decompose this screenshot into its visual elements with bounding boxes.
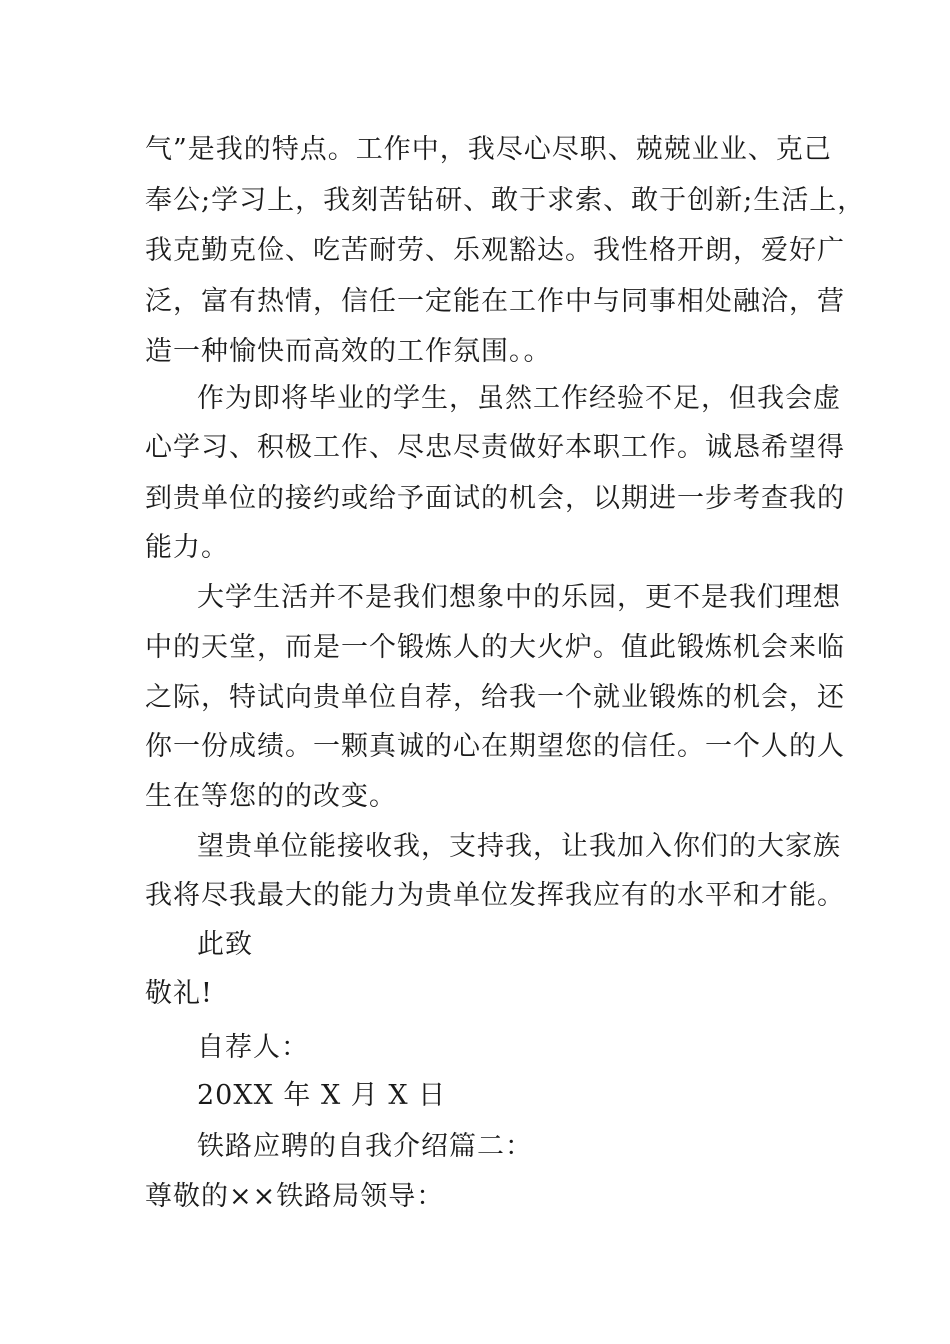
paragraph-line: 我克勤克俭、吃苦耐劳、乐观豁达。我性格开朗，爱好广 <box>145 235 845 266</box>
paragraph-line: 泛，富有热情，信任一定能在工作中与同事相处融洽，营 <box>145 286 845 317</box>
paragraph-line: 气”是我的特点。工作中，我尽心尽职、兢兢业业、克己 <box>145 134 832 165</box>
closing-regards: 敬礼! <box>145 978 213 1009</box>
paragraph-line: 到贵单位的接约或给予面试的机会，以期进一步考查我的 <box>145 483 845 514</box>
paragraph-line: 大学生活并不是我们想象中的乐园，更不是我们理想 <box>197 582 841 613</box>
paragraph-line: 望贵单位能接收我，支持我，让我加入你们的大家族 <box>197 831 841 862</box>
paragraph-line: 造一种愉快而高效的工作氛围。。 <box>145 336 552 367</box>
paragraph-line: 生在等您的的改变。 <box>145 781 397 812</box>
paragraph-line: 能力。 <box>145 532 229 563</box>
paragraph-line: 你一份成绩。一颗真诚的心在期望您的信任。一个人的人 <box>145 731 845 762</box>
date-line: 20XX 年 X 月 X 日 <box>197 1080 447 1111</box>
paragraph-line: 奉公;学习上，我刻苦钻研、敢于求索、敢于创新;生活上， <box>145 185 866 216</box>
paragraph-line: 我将尽我最大的能力为贵单位发挥我应有的水平和才能。 <box>145 880 845 911</box>
closing-salutation: 此致 <box>197 929 253 960</box>
letter-greeting: 尊敬的××铁路局领导： <box>145 1181 445 1212</box>
paragraph-line: 之际，特试向贵单位自荐，给我一个就业锻炼的机会，还 <box>145 682 845 713</box>
section-heading: 铁路应聘的自我介绍篇二： <box>197 1131 533 1162</box>
paragraph-line: 中的天堂，而是一个锻炼人的大火炉。值此锻炼机会来临 <box>145 632 845 663</box>
paragraph-line: 作为即将毕业的学生，虽然工作经验不足，但我会虚 <box>197 383 841 414</box>
signature-label: 自荐人： <box>197 1032 309 1063</box>
paragraph-line: 心学习、积极工作、尽忠尽责做好本职工作。诚恳希望得 <box>145 432 845 463</box>
